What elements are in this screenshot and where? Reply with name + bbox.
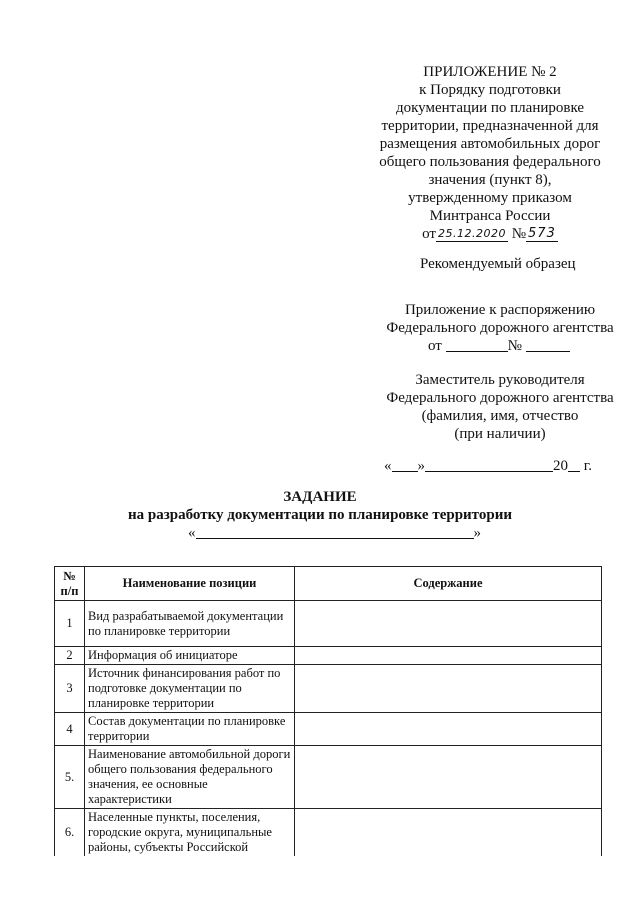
row-number: 5. — [55, 746, 85, 809]
appendix-line: утвержденному приказом — [408, 190, 572, 206]
document-title: ЗАДАНИЕ — [283, 489, 357, 505]
recommended-sample-label: Рекомендуемый образец — [420, 256, 576, 272]
month-blank — [425, 457, 553, 472]
approver-line2: Федерального дорожного агентства — [386, 390, 614, 406]
row-content — [295, 746, 602, 809]
header-position-name: Наименование позиции — [85, 567, 295, 601]
approver-line1: Заместитель руководителя — [415, 372, 585, 388]
order-reference — [350, 225, 630, 243]
appendix-line: общего пользования федерального — [379, 154, 601, 170]
row-content — [295, 713, 602, 746]
row-number: 3 — [55, 665, 85, 713]
appendix-line: значения (пункт 8), — [428, 172, 552, 188]
approval-date-line — [384, 457, 592, 475]
row-number: 2 — [55, 647, 85, 665]
row-content — [295, 647, 602, 665]
approver-line3: (фамилия, имя, отчество — [421, 408, 579, 424]
year-suffix: г. — [583, 458, 592, 474]
territory-name-line — [188, 524, 481, 542]
row-position-name: Населенные пункты, поселения, городские округа, муниципальные районы, субъекты Российской — [85, 809, 295, 857]
row-position-name: Вид разрабатываемой документации по планировке территории — [85, 601, 295, 647]
close-quote: » — [417, 458, 425, 474]
year-blank — [568, 457, 580, 472]
territory-name-blank — [196, 524, 474, 539]
row-number: 4 — [55, 713, 85, 746]
row-position-name: Наименование автомобильной дороги общего пользования федерального значения, ее основные характеристики — [85, 746, 295, 809]
header-number: № п/п — [55, 567, 85, 601]
row-content — [295, 809, 602, 857]
document-subtitle: на разработку документации по планировке территории — [128, 507, 512, 523]
date-blank — [446, 337, 508, 352]
appendix-line: Минтранса России — [429, 208, 551, 224]
order-number-sign: № — [511, 226, 527, 242]
day-blank — [392, 457, 418, 472]
order-annex-line1: Приложение к распоряжению — [404, 302, 596, 318]
table-row — [55, 713, 602, 746]
row-position-name: Информация об инициаторе — [85, 647, 295, 665]
order-annex-line2: Федерального дорожного агентства — [386, 320, 614, 336]
row-number: 6. — [55, 809, 85, 857]
row-position-name: Источник финансирования работ по подготовке документации по планировке территории — [85, 665, 295, 713]
approver-line4: (при наличии) — [454, 426, 546, 442]
table-row — [55, 647, 602, 665]
close-quote: » — [473, 525, 481, 541]
order-from-label: от — [422, 226, 436, 242]
year-prefix: 20 — [553, 458, 568, 474]
table-header-row — [55, 567, 602, 601]
order-annex-date-line — [428, 337, 570, 355]
task-table — [54, 566, 602, 856]
row-number: 1 — [55, 601, 85, 647]
open-quote: « — [188, 525, 196, 541]
order-annex-from-label: от — [428, 338, 442, 354]
appendix-header — [350, 63, 630, 243]
number-blank — [526, 337, 570, 352]
appendix-line: территории, предназначенной для — [381, 118, 599, 134]
open-quote: « — [384, 458, 392, 474]
table-row — [55, 746, 602, 809]
handwritten-order-date: 25.12.2020 — [437, 227, 506, 240]
header-content: Содержание — [295, 567, 602, 601]
order-annex-number-sign: № — [507, 338, 522, 354]
table-row — [55, 601, 602, 647]
appendix-line: к Порядку подготовки — [419, 82, 561, 98]
appendix-line: размещения автомобильных дорог — [379, 136, 601, 152]
appendix-line: документации по планировке — [395, 100, 585, 116]
handwritten-order-number: 573 — [528, 226, 556, 241]
row-position-name: Состав документации по планировке территории — [85, 713, 295, 746]
table-row — [55, 809, 602, 857]
row-content — [295, 665, 602, 713]
row-content — [295, 601, 602, 647]
table-row — [55, 665, 602, 713]
appendix-line: ПРИЛОЖЕНИЕ № 2 — [423, 64, 557, 80]
